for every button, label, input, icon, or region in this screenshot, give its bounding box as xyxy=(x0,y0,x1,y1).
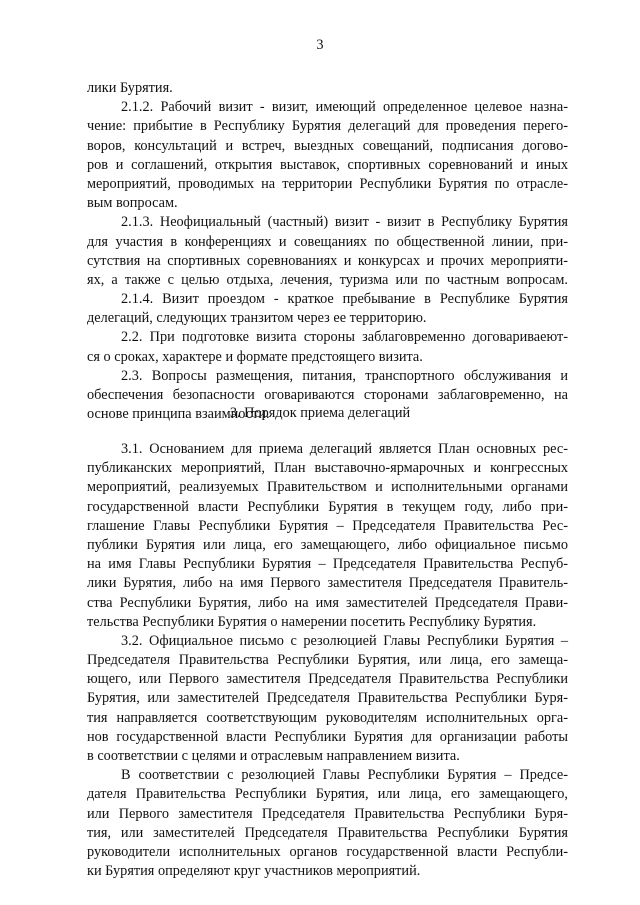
text-line: основе принципа взаимности. xyxy=(87,406,270,423)
text-line: обеспечения безопасности оговариваются сторонами заблаговременно, на xyxy=(87,387,568,403)
text-line: или Первого заместителя Председателя Правительства Республики Буря- xyxy=(87,805,568,822)
text-line: ки Бурятия определяют круг участников мероприятий. xyxy=(87,863,421,880)
section-heading: 3. Порядок приема делегаций xyxy=(229,405,411,421)
text-line: на имя Главы Республики Бурятия – Председателя Правительства Респуб- xyxy=(87,556,568,573)
text-line: Председателя Правительства Республики Бурятия, или лица, его замеща- xyxy=(87,652,568,669)
text-line: чение: прибытие в Республику Бурятия делегаций для проведения перего- xyxy=(87,118,568,135)
paragraph-2-1-3-line: 2.1.3. Неофициальный (частный) визит - визит в Республику Бурятия xyxy=(121,214,568,231)
text-line: глашение Главы Республики Бурятия – Председателя Правительства Рес- xyxy=(87,517,568,534)
text-line: в соответствии с целями и отраслевым направлением визита. xyxy=(87,748,460,764)
paragraph-3-1-line: 3.1. Основанием для приема делегаций является План основных рес- xyxy=(121,441,568,457)
text-line: Бурятия, или заместителей Председателя Правительства Республики Буря- xyxy=(87,690,568,707)
text-line: воров, консультаций и встреч, выездных совещаний, подписания догово- xyxy=(87,137,568,154)
text-line: делегаций, следующих транзитом через ее территорию. xyxy=(87,310,427,327)
paragraph-2-3-line: 2.3. Вопросы размещения, питания, транспортного обслуживания и xyxy=(121,367,568,384)
text-block-section-2 xyxy=(87,79,568,424)
text-line: государственной власти Республики Бурятия в текущем году, либо при- xyxy=(87,498,568,515)
page-number: 3 xyxy=(316,37,324,53)
text-line: нов государственной власти Республики Бурятия для организации работы xyxy=(87,728,568,745)
text-line: вым вопросам. xyxy=(87,195,178,212)
text-line: сутствия на спортивных соревнованиях и конкурсах и прочих мероприяти- xyxy=(87,252,568,269)
text-line: руководители исполнительных органов государственной власти Республи- xyxy=(87,843,568,860)
text-line: мероприятий, реализуемых Правительством и исполнительными органами xyxy=(87,479,568,496)
paragraph-2-2-line: 2.2. При подготовке визита стороны заблаговременно договариваеют- xyxy=(121,329,568,346)
text-line: тия направляется соответствующим руководителям исполнительных орга- xyxy=(87,709,568,726)
text-line: для участия в конференциях и совещаниях по общественной линии, при- xyxy=(87,233,568,250)
text-line: лики Бурятия, либо на имя Первого заместителя Председателя Правитель- xyxy=(87,575,568,592)
text-block-section-3 xyxy=(87,440,568,881)
paragraph-3-2-line: 3.2. Официальное письмо с резолюцией Главы Республики Бурятия – xyxy=(121,632,568,649)
text-line: дателя Правительства Республики Бурятия, или лица, его замещающего, xyxy=(87,786,568,803)
paragraph-resolution-line: В соответствии с резолюцией Главы Республики Бурятия – Предсе- xyxy=(121,767,568,784)
text-line: ров и соглашений, открытия выставок, спортивных соревнований и иных xyxy=(87,156,568,173)
text-line: тельства Республики Бурятия о намерении посетить Республику Бурятия. xyxy=(87,613,537,630)
text-line: ся о сроках, характере и формате предстоящего визита. xyxy=(87,348,423,365)
text-line: ях, а также с целью отдыха, лечения, туризма или по частным вопросам. xyxy=(87,271,568,288)
paragraph-2-1-2-line: 2.1.2. Рабочий визит - визит, имеющий определенное целевое назна- xyxy=(121,99,568,116)
text-line: ющего, или Первого заместителя Председателя Правительства Республики xyxy=(87,671,568,688)
paragraph-2-1-4-line: 2.1.4. Визит проездом - краткое пребывание в Республике Бурятия xyxy=(121,291,568,308)
text-line: лики Бурятия. xyxy=(87,80,173,96)
text-line: публики Бурятия или лица, его замещающего, либо официальное письмо xyxy=(87,536,568,553)
text-line: ства Республики Бурятия, либо на имя заместителей Председателя Прави- xyxy=(87,594,568,611)
text-line: тия, или заместителей Председателя Правительства Республики Бурятия xyxy=(87,824,568,841)
text-line: мероприятий, проводимых на территории Республики Бурятия по отрасле- xyxy=(87,175,568,192)
text-line: публиканских мероприятий, План выставочно-ярмарочных и конгрессных xyxy=(87,460,568,477)
